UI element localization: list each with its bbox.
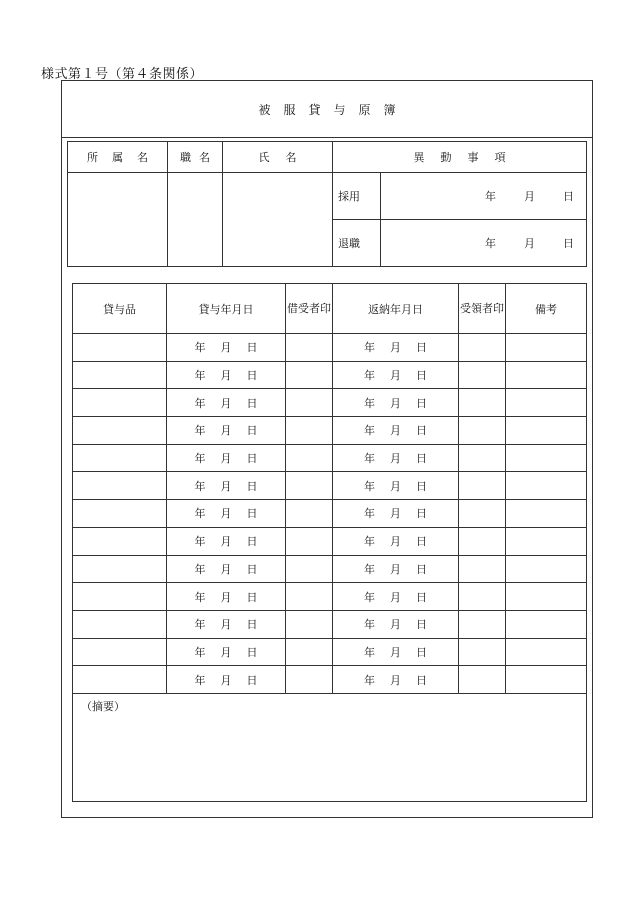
position-value[interactable] <box>168 173 223 267</box>
table-row <box>73 527 587 555</box>
item-cell[interactable] <box>73 361 167 389</box>
borrower-seal-cell[interactable] <box>286 444 333 472</box>
return-date-year-unit: 年 <box>364 369 375 383</box>
loan-date-cell[interactable] <box>167 334 286 362</box>
borrower-seal-cell[interactable] <box>286 361 333 389</box>
loan-date-day-unit: 日 <box>246 452 258 466</box>
return-date-day-unit: 日 <box>416 341 427 355</box>
remarks-header: 備考 <box>506 284 587 334</box>
remarks-cell[interactable] <box>506 389 587 417</box>
receiver-seal-cell[interactable] <box>459 500 506 528</box>
borrower-seal-cell[interactable] <box>286 555 333 583</box>
receiver-seal-cell[interactable] <box>459 361 506 389</box>
return-date-day-unit: 日 <box>416 424 427 438</box>
item-cell[interactable] <box>73 527 167 555</box>
loan-date-year-unit: 年 <box>194 673 206 687</box>
loan-date-year-unit: 年 <box>194 452 206 466</box>
loan-date-month-unit: 月 <box>220 618 232 632</box>
return-date-year-unit: 年 <box>364 396 375 410</box>
memo-label: （摘要） <box>81 699 125 713</box>
return-date-month-unit: 月 <box>390 369 401 383</box>
item-cell[interactable] <box>73 417 167 445</box>
loan-date-month-unit: 月 <box>220 507 232 521</box>
item-cell[interactable] <box>73 666 167 694</box>
affiliation-value[interactable] <box>68 173 168 267</box>
loan-date-year-unit: 年 <box>194 369 206 383</box>
retire-label: 退職 <box>333 220 381 267</box>
loan-date-month-unit: 月 <box>220 369 232 383</box>
return-date-cell[interactable] <box>333 583 459 611</box>
loan-date-cell[interactable] <box>167 555 286 583</box>
remarks-cell[interactable] <box>506 583 587 611</box>
item-cell[interactable] <box>73 555 167 583</box>
borrower-seal-cell[interactable] <box>286 666 333 694</box>
receiver-seal-cell[interactable] <box>459 610 506 638</box>
return-date-year-unit: 年 <box>364 673 375 687</box>
loan-date-day-unit: 日 <box>246 590 258 604</box>
return-date-month-unit: 月 <box>390 618 401 632</box>
loan-date-day-unit: 日 <box>246 673 258 687</box>
remarks-cell[interactable] <box>506 334 587 362</box>
receiver-seal-header: 受領者印 <box>459 284 506 334</box>
return-date-month-unit: 月 <box>390 341 401 355</box>
return-date-month-unit: 月 <box>390 507 401 521</box>
return-date-month-unit: 月 <box>390 424 401 438</box>
item-cell[interactable] <box>73 583 167 611</box>
return-date-cell[interactable] <box>333 361 459 389</box>
borrower-seal-cell[interactable] <box>286 389 333 417</box>
loan-date-cell[interactable] <box>167 666 286 694</box>
return-date-day-unit: 日 <box>416 590 427 604</box>
remarks-cell[interactable] <box>506 666 587 694</box>
borrower-seal-cell[interactable] <box>286 638 333 666</box>
return-date-month-unit: 月 <box>390 535 401 549</box>
receiver-seal-cell[interactable] <box>459 666 506 694</box>
remarks-cell[interactable] <box>506 472 587 500</box>
loan-date-day-unit: 日 <box>246 645 258 659</box>
item-header: 貸与品 <box>73 284 167 334</box>
receiver-seal-cell[interactable] <box>459 472 506 500</box>
retire-month-unit: 月 <box>524 237 535 250</box>
return-date-cell[interactable] <box>333 527 459 555</box>
hire-month-unit: 月 <box>524 190 535 203</box>
loan-date-day-unit: 日 <box>246 396 258 410</box>
table-row <box>73 500 587 528</box>
loan-date-month-unit: 月 <box>220 452 232 466</box>
loan-date-day-unit: 日 <box>246 479 258 493</box>
loan-date-cell[interactable] <box>167 583 286 611</box>
table-row <box>73 334 587 362</box>
remarks-cell[interactable] <box>506 444 587 472</box>
return-date-year-unit: 年 <box>364 479 375 493</box>
return-date-day-unit: 日 <box>416 645 427 659</box>
borrower-seal-cell[interactable] <box>286 500 333 528</box>
return-date-cell[interactable] <box>333 555 459 583</box>
loan-date-month-unit: 月 <box>220 590 232 604</box>
loan-date-year-unit: 年 <box>194 507 206 521</box>
title-area <box>62 81 592 138</box>
retire-day-unit: 日 <box>563 237 574 250</box>
receiver-seal-cell[interactable] <box>459 444 506 472</box>
remarks-cell[interactable] <box>506 610 587 638</box>
borrower-seal-cell[interactable] <box>286 610 333 638</box>
retire-date-cell[interactable] <box>381 220 587 267</box>
loan-date-year-unit: 年 <box>194 396 206 410</box>
loan-date-year-unit: 年 <box>194 590 206 604</box>
return-date-year-unit: 年 <box>364 424 375 438</box>
retire-year-unit: 年 <box>485 237 496 250</box>
return-date-day-unit: 日 <box>416 452 427 466</box>
return-date-cell[interactable] <box>333 666 459 694</box>
loan-date-year-unit: 年 <box>194 618 206 632</box>
table-row <box>73 555 587 583</box>
return-date-year-unit: 年 <box>364 618 375 632</box>
return-date-month-unit: 月 <box>390 645 401 659</box>
loan-date-header: 貸与年月日 <box>167 284 286 334</box>
loan-date-month-unit: 月 <box>220 479 232 493</box>
loan-date-cell[interactable] <box>167 638 286 666</box>
table-row <box>73 583 587 611</box>
borrower-seal-header: 借受者印 <box>286 284 333 334</box>
loan-date-year-unit: 年 <box>194 535 206 549</box>
return-date-month-unit: 月 <box>390 479 401 493</box>
receiver-seal-cell[interactable] <box>459 334 506 362</box>
loan-date-month-unit: 月 <box>220 424 232 438</box>
remarks-cell[interactable] <box>506 417 587 445</box>
borrower-seal-cell[interactable] <box>286 527 333 555</box>
return-date-year-unit: 年 <box>364 590 375 604</box>
return-date-year-unit: 年 <box>364 341 375 355</box>
item-cell[interactable] <box>73 472 167 500</box>
return-date-month-unit: 月 <box>390 396 401 410</box>
return-date-month-unit: 月 <box>390 673 401 687</box>
remarks-cell[interactable] <box>506 638 587 666</box>
table-row <box>73 444 587 472</box>
return-date-cell[interactable] <box>333 472 459 500</box>
loan-date-year-unit: 年 <box>194 424 206 438</box>
receiver-seal-cell[interactable] <box>459 389 506 417</box>
hire-date-cell[interactable] <box>381 173 587 220</box>
loan-date-day-unit: 日 <box>246 618 258 632</box>
receiver-seal-cell[interactable] <box>459 583 506 611</box>
hire-label: 採用 <box>333 173 381 220</box>
return-date-cell[interactable] <box>333 334 459 362</box>
loan-date-cell[interactable] <box>167 361 286 389</box>
return-date-year-unit: 年 <box>364 452 375 466</box>
return-date-cell[interactable] <box>333 417 459 445</box>
loan-date-cell[interactable] <box>167 417 286 445</box>
return-date-year-unit: 年 <box>364 535 375 549</box>
staff-info-table <box>67 141 587 267</box>
return-date-cell[interactable] <box>333 444 459 472</box>
receiver-seal-cell[interactable] <box>459 555 506 583</box>
borrower-seal-cell[interactable] <box>286 334 333 362</box>
return-date-year-unit: 年 <box>364 645 375 659</box>
remarks-cell[interactable] <box>506 361 587 389</box>
loan-date-month-unit: 月 <box>220 673 232 687</box>
loan-date-day-unit: 日 <box>246 341 258 355</box>
return-date-cell[interactable] <box>333 500 459 528</box>
remarks-cell[interactable] <box>506 500 587 528</box>
loan-date-cell[interactable] <box>167 527 286 555</box>
receiver-seal-cell[interactable] <box>459 417 506 445</box>
return-date-year-unit: 年 <box>364 507 375 521</box>
table-row <box>73 666 587 694</box>
affiliation-header: 所属名 <box>68 142 168 173</box>
loan-date-cell[interactable] <box>167 500 286 528</box>
loan-date-month-unit: 月 <box>220 396 232 410</box>
loan-record-table <box>72 283 587 802</box>
return-date-cell[interactable] <box>333 389 459 417</box>
table-row <box>73 389 587 417</box>
loan-date-cell[interactable] <box>167 389 286 417</box>
item-cell[interactable] <box>73 334 167 362</box>
loan-date-year-unit: 年 <box>194 479 206 493</box>
return-date-cell[interactable] <box>333 610 459 638</box>
return-date-month-unit: 月 <box>390 590 401 604</box>
remarks-cell[interactable] <box>506 527 587 555</box>
remarks-cell[interactable] <box>506 555 587 583</box>
position-header: 職名 <box>168 142 223 173</box>
loan-date-day-unit: 日 <box>246 562 258 576</box>
loan-date-day-unit: 日 <box>246 535 258 549</box>
return-date-day-unit: 日 <box>416 535 427 549</box>
table-row <box>73 417 587 445</box>
loan-date-year-unit: 年 <box>194 645 206 659</box>
loan-date-year-unit: 年 <box>194 341 206 355</box>
name-header: 氏名 <box>223 142 333 173</box>
loan-date-month-unit: 月 <box>220 535 232 549</box>
loan-date-month-unit: 月 <box>220 645 232 659</box>
borrower-seal-cell[interactable] <box>286 472 333 500</box>
item-cell[interactable] <box>73 610 167 638</box>
form-title: 被服貸与原簿 <box>258 102 409 117</box>
return-date-cell[interactable] <box>333 638 459 666</box>
loan-date-cell[interactable] <box>167 472 286 500</box>
borrower-seal-cell[interactable] <box>286 583 333 611</box>
table-row <box>73 610 587 638</box>
item-cell[interactable] <box>73 500 167 528</box>
item-cell[interactable] <box>73 638 167 666</box>
loan-date-month-unit: 月 <box>220 341 232 355</box>
table-row <box>73 361 587 389</box>
hire-year-unit: 年 <box>485 190 496 203</box>
loan-date-year-unit: 年 <box>194 562 206 576</box>
receiver-seal-cell[interactable] <box>459 527 506 555</box>
item-cell[interactable] <box>73 389 167 417</box>
return-date-day-unit: 日 <box>416 562 427 576</box>
return-date-day-unit: 日 <box>416 396 427 410</box>
return-date-day-unit: 日 <box>416 479 427 493</box>
table-row <box>73 472 587 500</box>
changes-header: 異動事項 <box>333 142 587 173</box>
borrower-seal-cell[interactable] <box>286 417 333 445</box>
form-number-label: 様式第１号（第４条関係） <box>41 67 204 82</box>
return-date-month-unit: 月 <box>390 562 401 576</box>
item-cell[interactable] <box>73 444 167 472</box>
loan-date-month-unit: 月 <box>220 562 232 576</box>
loan-date-day-unit: 日 <box>246 424 258 438</box>
form-frame <box>61 80 593 818</box>
return-date-year-unit: 年 <box>364 562 375 576</box>
loan-date-cell[interactable] <box>167 610 286 638</box>
return-date-day-unit: 日 <box>416 673 427 687</box>
return-date-header: 返納年月日 <box>333 284 459 334</box>
loan-date-cell[interactable] <box>167 444 286 472</box>
return-date-day-unit: 日 <box>416 618 427 632</box>
loan-date-day-unit: 日 <box>246 507 258 521</box>
table-row <box>73 638 587 666</box>
memo-area[interactable] <box>73 693 587 801</box>
hire-day-unit: 日 <box>563 190 574 203</box>
return-date-month-unit: 月 <box>390 452 401 466</box>
receiver-seal-cell[interactable] <box>459 638 506 666</box>
return-date-day-unit: 日 <box>416 369 427 383</box>
loan-date-day-unit: 日 <box>246 369 258 383</box>
return-date-day-unit: 日 <box>416 507 427 521</box>
name-value[interactable] <box>223 173 333 267</box>
